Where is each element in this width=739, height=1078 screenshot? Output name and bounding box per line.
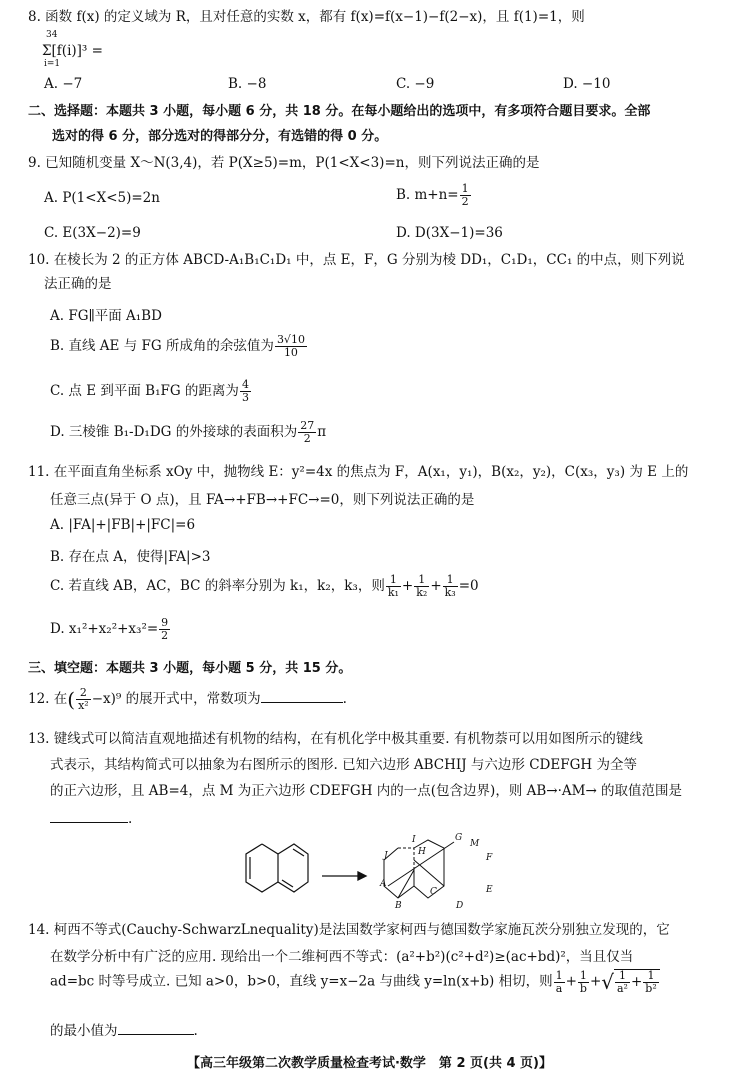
fraction-denominator: 10 xyxy=(283,346,298,359)
fraction-denominator: 2 xyxy=(161,629,169,642)
page-footer: 【高三年级第二次教学质量检查考试·数学 第 2 页(共 4 页)】 xyxy=(186,1056,553,1071)
label-f: F xyxy=(486,853,493,863)
q8-option-d: D. −10 xyxy=(563,76,611,92)
fraction-denominator: x² xyxy=(78,699,89,712)
label-e: E xyxy=(486,885,493,895)
q10-line1: 10. 在棱长为 2 的正方体 ABCD-A₁B₁C₁D₁ 中，点 E，F，G 分别为棱 DD₁，C₁D₁，CC₁ 的中点，则下列说 xyxy=(28,252,685,268)
section2-line2: 选对的得 6 分，部分选对的得部分分，有选错的得 0 分。 xyxy=(52,129,388,144)
sqrt-sign-icon: √ xyxy=(601,970,614,994)
q14-end: . xyxy=(193,1023,198,1039)
q14-line4-text: 的最小值为 xyxy=(50,1023,118,1039)
q11-option-c-fraction-1 xyxy=(386,574,401,599)
fraction-numerator: 1 xyxy=(386,574,401,587)
q10-option-b xyxy=(50,334,308,359)
q11-option-c-tail: =0 xyxy=(458,578,479,594)
q14-fraction-1 xyxy=(554,970,565,995)
fraction-denominator: a xyxy=(555,981,563,995)
q11-option-c-fraction-2 xyxy=(414,574,429,599)
q14-sqrt-fraction-2 xyxy=(643,970,658,995)
label-i: I xyxy=(412,835,416,845)
fraction-numerator: 1 xyxy=(461,182,469,195)
q11-option-d xyxy=(50,617,171,642)
naphthalene-skeletal xyxy=(246,844,308,892)
fraction-denominator: b xyxy=(579,981,587,995)
fraction-numerator: 1 xyxy=(555,968,563,982)
q11-option-b: B. 存在点 A，使得|FA|>3 xyxy=(50,549,211,565)
q10-option-c xyxy=(50,379,252,404)
q11-option-c: C. 若直线 AB，AC，BC 的斜率分别为 k₁，k₂，k₃，则 $\frac{1}{\text{k₁}}$ + $\frac{1}{\text{k₂}}$ + $\frac{1}{\text{k₃}}$ =0 xyxy=(50,573,479,599)
fraction-denominator: b² xyxy=(645,982,657,995)
label-m: M xyxy=(470,839,480,849)
q9-option-b xyxy=(396,183,472,208)
q12-answer-blank[interactable] xyxy=(261,702,343,703)
q12-pre: 12. 在 xyxy=(28,691,68,707)
fraction-numerator: 1 xyxy=(643,970,658,983)
section3-title: 三、填空题：本题共 3 小题，每小题 5 分，共 15 分。 xyxy=(28,661,352,676)
q14-fraction-2 xyxy=(578,970,589,995)
fraction-denominator: k₁ xyxy=(387,586,399,599)
section2-line1: 二、选择题：本题共 3 小题，每小题 6 分，共 18 分。在每小题给出的选项中，有多项符合题目要求。全部 xyxy=(28,104,651,119)
q10-option-b-text: B. 直线 AE 与 FG 所成角的余弦值为 xyxy=(50,338,274,354)
label-b: B xyxy=(395,901,402,911)
q12-post: 的展开式中，常数项为 xyxy=(125,691,261,707)
label-a: A xyxy=(380,879,387,889)
fraction-denominator: k₃ xyxy=(444,586,456,599)
q10-option-d xyxy=(50,420,326,445)
q8-stem: 8. 函数 f(x) 的定义域为 R，且对任意的实数 x，都有 f(x)=f(x−1)−f(2−x)，且 f(1)=1，则 xyxy=(28,9,585,25)
naphthalene-figure xyxy=(238,830,518,912)
fraction-numerator: 4 xyxy=(241,378,249,391)
fraction-numerator: 1 xyxy=(578,970,589,983)
q14-line2: 在数学分析中有广泛的应用. 现给出一个二维柯西不等式：(a²+b²)(c²+d²)≥(ac+bd)²，当且仅当 xyxy=(50,949,634,965)
q12-expr-tail: −x)⁹ xyxy=(91,691,122,707)
fraction-denominator: a² xyxy=(617,982,628,995)
label-g: G xyxy=(455,833,463,843)
arrow-icon xyxy=(322,872,366,880)
q11-option-d-fraction xyxy=(159,617,170,642)
fraction-denominator: 3 xyxy=(241,391,249,404)
q12-open-paren: ( xyxy=(67,687,76,712)
q8-sum-lower: i=1 xyxy=(44,59,61,69)
q10-option-c-fraction xyxy=(240,379,251,404)
q8-sum-expr: Σ[f(i)]³ = xyxy=(42,43,103,59)
fraction-numerator: 27 xyxy=(300,419,315,432)
fraction-numerator: 9 xyxy=(161,616,169,629)
fraction-denominator: 2 xyxy=(303,432,311,445)
q14-sqrt-radicand: $\frac{1}{\text{a²}}$ + $\frac{1}{\text{b²}}$ xyxy=(614,969,660,995)
q10-option-a: A. FG∥平面 A₁BD xyxy=(50,308,162,324)
q10-option-c-text: C. 点 E 到平面 B₁FG 的距离为 xyxy=(50,383,239,399)
label-h: H xyxy=(418,847,426,857)
q13-line1: 13. 键线式可以简洁直观地描述有机物的结构，在有机化学中极其重要. 有机物萘可以用如图所示的键线 xyxy=(28,731,643,747)
q13-line3: 的正六边形，且 AB=4，点 M 为正六边形 CDEFGH 内的一点(包含边界)，则 AB→·AM→ 的取值范围是 xyxy=(50,783,683,799)
q8-option-a: A. −7 xyxy=(44,76,83,92)
q14-line3: ad=bc 时等号成立. 已知 a>0，b>0，直线 y=x−2a 与曲线 y=ln(x+b) 相切，则 $\frac{1}{a}$ + $\frac{1}{b}$ +√ $\frac{1}{\text{a²}}$ + $\frac{1}{\text{b²}}$ xyxy=(50,969,660,995)
q14-line3-text: ad=bc 时等号成立. 已知 a>0，b>0，直线 y=x−2a 与曲线 y=ln(x+b) 相切，则 xyxy=(50,973,553,990)
figure-point-labels xyxy=(379,833,493,911)
q12-fraction xyxy=(76,687,91,712)
q9-option-b-fraction xyxy=(460,183,471,208)
q14-sqrt-fraction-1 xyxy=(615,970,630,995)
q9-option-c: C. E(3X−2)=9 xyxy=(44,225,141,241)
q8-sum-upper: 34 xyxy=(46,30,58,40)
q8-option-b: B. −8 xyxy=(228,76,267,92)
fraction-numerator: 2 xyxy=(76,687,91,700)
q11-option-c-text: C. 若直线 AB，AC，BC 的斜率分别为 k₁，k₂，k₃，则 xyxy=(50,578,385,594)
fraction-numerator: 1 xyxy=(615,970,630,983)
q13-end: . xyxy=(128,811,133,827)
q11-option-a: A. |FA|+|FB|+|FC|=6 xyxy=(50,517,196,533)
q11-option-d-text: D. x₁²+x₂²+x₃²= xyxy=(50,621,159,637)
fraction-numerator: 3√10 xyxy=(276,333,305,346)
label-j: J xyxy=(384,851,388,861)
fraction-numerator: 1 xyxy=(443,574,458,587)
q14-answer-blank[interactable] xyxy=(118,1034,194,1035)
q9-option-a: A. P(1<X<5)=2n xyxy=(44,190,160,206)
q12-end: . xyxy=(342,691,347,707)
fraction-denominator: 2 xyxy=(461,195,469,208)
fraction-denominator: k₂ xyxy=(416,586,428,599)
q10-option-b-fraction xyxy=(275,334,307,359)
q14-line1: 14. 柯西不等式(Cauchy-SchwarzLnequality)是法国数学家柯西与德国数学家施瓦茨分别独立发现的，它 xyxy=(28,922,670,938)
q12-line xyxy=(28,687,347,712)
q10-option-d-fraction xyxy=(298,420,316,445)
q9-option-d: D. D(3X−1)=36 xyxy=(396,225,503,241)
q14-line4 xyxy=(50,1022,198,1040)
q9-option-b-text: B. m+n= xyxy=(396,187,459,203)
q11-line2: 任意三点(异于 O 点)，且 FA→+FB→+FC→=0，则下列说法正确的是 xyxy=(50,492,475,508)
label-d: D xyxy=(456,901,464,911)
q10-line2: 法正确的是 xyxy=(44,276,112,292)
q11-line1: 11. 在平面直角坐标系 xOy 中，抛物线 E：y²=4x 的焦点为 F，A(x₁，y₁)，B(x₂，y₂)，C(x₃，y₃) 为 E 上的 xyxy=(28,464,689,480)
q9-stem: 9. 已知随机变量 X～N(3,4)，若 P(X≥5)=m，P(1<X<3)=n，则下列说法正确的是 xyxy=(28,155,540,171)
q10-option-d-pi: π xyxy=(317,424,327,440)
q8-option-c: C. −9 xyxy=(396,76,435,92)
fraction-numerator: 1 xyxy=(414,574,429,587)
q13-answer-line xyxy=(50,810,132,828)
q11-option-c-fraction-3 xyxy=(443,574,458,599)
q13-answer-blank[interactable] xyxy=(50,822,128,823)
q10-option-d-text: D. 三棱锥 B₁-D₁DG 的外接球的表面积为 xyxy=(50,424,298,440)
q13-line2: 式表示，其结构简式可以抽象为右图所示的图形. 已知六边形 ABCHIJ 与六边形 CDEFGH 为全等 xyxy=(50,757,637,773)
label-c: C xyxy=(430,887,437,897)
